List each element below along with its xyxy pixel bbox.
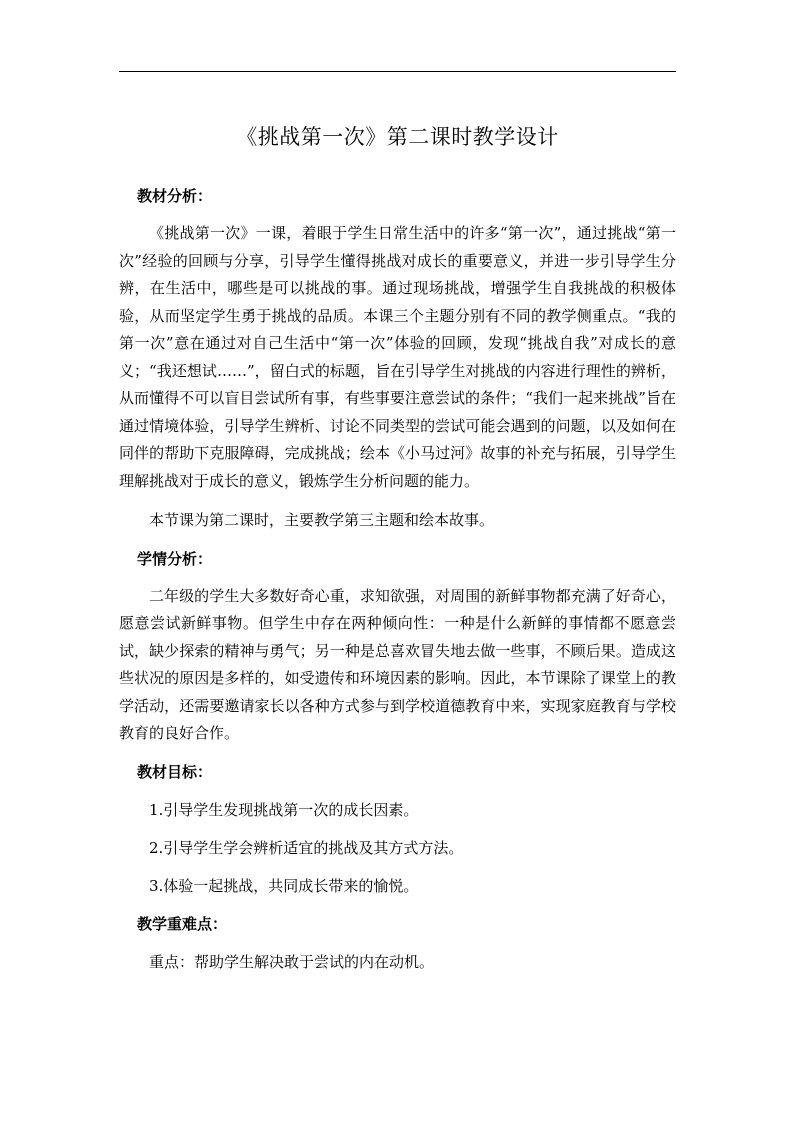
section-heading: 教材目标：	[137, 762, 213, 781]
section-textbook-analysis	[119, 182, 676, 535]
section-student-analysis	[119, 545, 676, 748]
section-heading: 学情分析：	[137, 549, 213, 568]
header-rule	[119, 71, 676, 72]
list-item: 3.体验一起挑战，共同成长带来的愉悦。	[149, 876, 419, 895]
document-body	[119, 120, 676, 976]
list-item: 2.引导学生学会辨析适宜的挑战及其方式方法。	[149, 838, 464, 857]
section-objectives	[119, 758, 676, 900]
paragraph: 本节课为第二课时，主要教学第三主题和绘本故事。	[149, 511, 495, 529]
list-item: 重点：帮助学生解决敢于尝试的内在动机。	[149, 952, 435, 971]
section-heading: 教学重难点：	[137, 914, 228, 933]
list-item: 1.引导学生发现挑战第一次的成长因素。	[149, 800, 419, 819]
section-heading: 教材分析：	[137, 187, 213, 205]
paragraph: 《挑战第一次》一课，着眼于学生日常生活中的许多“第一次”，通过挑战“第一次”经验的回顾与分享，引导学生懂得挑战对成长的重要意义，并进一步引导学生分辨，在生活中，哪些是可以挑战的事。通过现场挑战，增强学生自我挑战的积极体验，从而坚定学生勇于挑战的品质。本课三个主题分别有不同的教学侧重点。“我的第一次”意在通过对自己生活中“第一次”体验的回顾，发现“挑战自我”对成长的意义；“我还想试……”，留白式的标题，旨在引导学生对挑战的内容进行理性的辨析，从而懂得不可以盲目尝试所有事，有些事要注意尝试的条件；“我们一起来挑战”旨在通过情境体验，引导学生辨析、讨论不同类型的尝试可能会遇到的问题，以及如何在同伴的帮助下克服障碍，完成挑战；绘本《小马过河》故事的补充与拓展，引导学生理解挑战对于成长的意义，锻炼学生分析问题的能力。	[119, 224, 676, 490]
paragraph: 二年级的学生大多数好奇心重，求知欲强，对周围的新鲜事物都充满了好奇心，愿意尝试新鲜事物。但学生中存在两种倾向性：一种是什么新鲜的事情都不愿意尝试，缺少探索的精神与勇气；另一种是总喜欢冒失地去做一些事，不顾后果。造成这些状况的原因是多样的，如受遗传和环境因素的影响。因此，本节课除了课堂上的教学活动，还需要邀请家长以各种方式参与到学校道德教育中来，实现家庭教育与学校教育的良好合作。	[119, 586, 676, 742]
section-key-points	[119, 910, 676, 976]
document-title: 《挑战第一次》第二课时教学设计	[236, 125, 559, 149]
